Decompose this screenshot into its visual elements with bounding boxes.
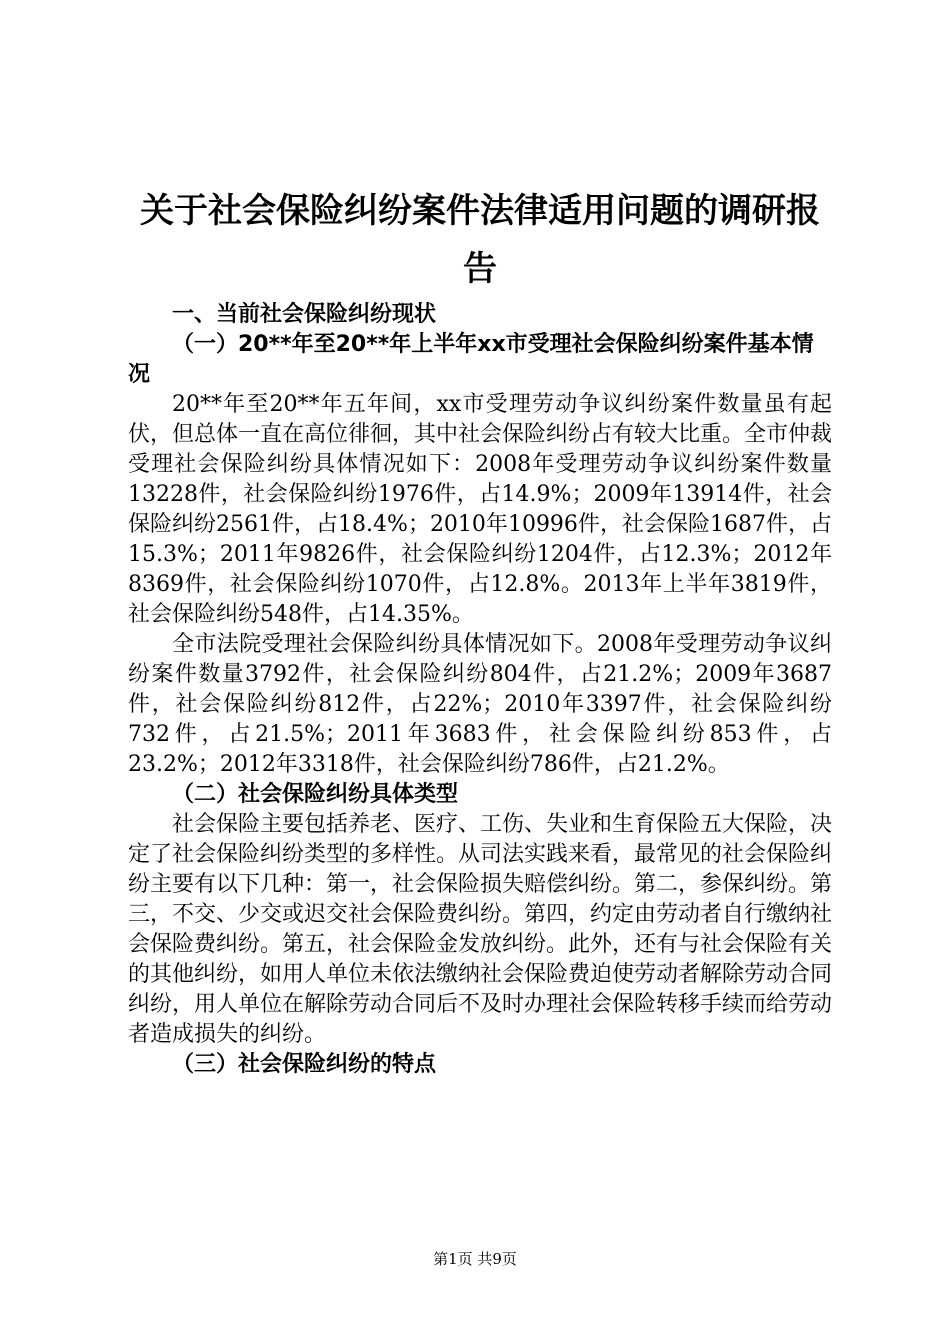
document-title: 关于社会保险纠纷案件法律适用问题的调研报告	[140, 191, 820, 289]
subsection-heading-3: （三）社会保险纠纷的特点	[172, 1052, 437, 1077]
subsection-heading-2: （二）社会保险纠纷具体类型	[172, 782, 459, 807]
paragraph-3: 社会保险主要包括养老、医疗、工伤、失业和生育保险五大保险，决定了社会保险纠纷类型的多样性。从司法实践来看，最常见的社会保险纠纷主要有以下几种：第一，社会保险损失赔偿纠纷。第二，参保纠纷。第三，不交、少交或迟交社会保险费纠纷。第四，约定由劳动者自行缴纳社会保险费纠纷。第五，社会保险金发放纠纷。此外，还有与社会保险有关的其他纠纷，如用人单位未依法缴纳社会保险费迫使劳动者解除劳动合同纠纷，用人单位在解除劳动合同后不及时办理社会保险转移手续而给劳动者造成损失的纠纷。	[128, 812, 833, 1047]
subsection-heading-1: （一）20**年至20**年上半年xx市受理社会保险纠纷案件基本情况	[128, 332, 814, 387]
document-body	[128, 182, 832, 1080]
paragraph-1: 20**年至20**年五年间，xx市受理劳动争议纠纷案件数量虽有起伏，但总体一直在高位徘徊，其中社会保险纠纷占有较大比重。全市仲裁受理社会保险纠纷具体情况如下：2008年受理劳动争议纠纷案件数量13228件，社会保险纠纷1976件，占14.9%；2009年13914件，社会保险纠纷2561件，占18.4%；2010年10996件，社会保险1687件，占15.3%；2011年9826件，社会保险纠纷1204件，占12.3%；2012年8369件，社会保险纠纷1070件，占12.8%。2013年上半年3819件，社会保险纠纷548件，占14.35%。	[128, 392, 833, 627]
page-footer: 第1页 共9页	[433, 1250, 517, 1268]
paragraph-2: 全市法院受理社会保险纠纷具体情况如下。2008年受理劳动争议纠纷案件数量3792件，社会保险纠纷804件，占21.2%；2009年3687件，社会保险纠纷812件，占22%；2010年3397件，社会保险纠纷732件，占21.5%；2011年3683件，社会保险纠纷853件，占23.2%；2012年3318件，社会保险纠纷786件，占21.2%。	[128, 632, 832, 777]
section-heading-1: 一、当前社会保险纠纷现状	[172, 302, 437, 327]
